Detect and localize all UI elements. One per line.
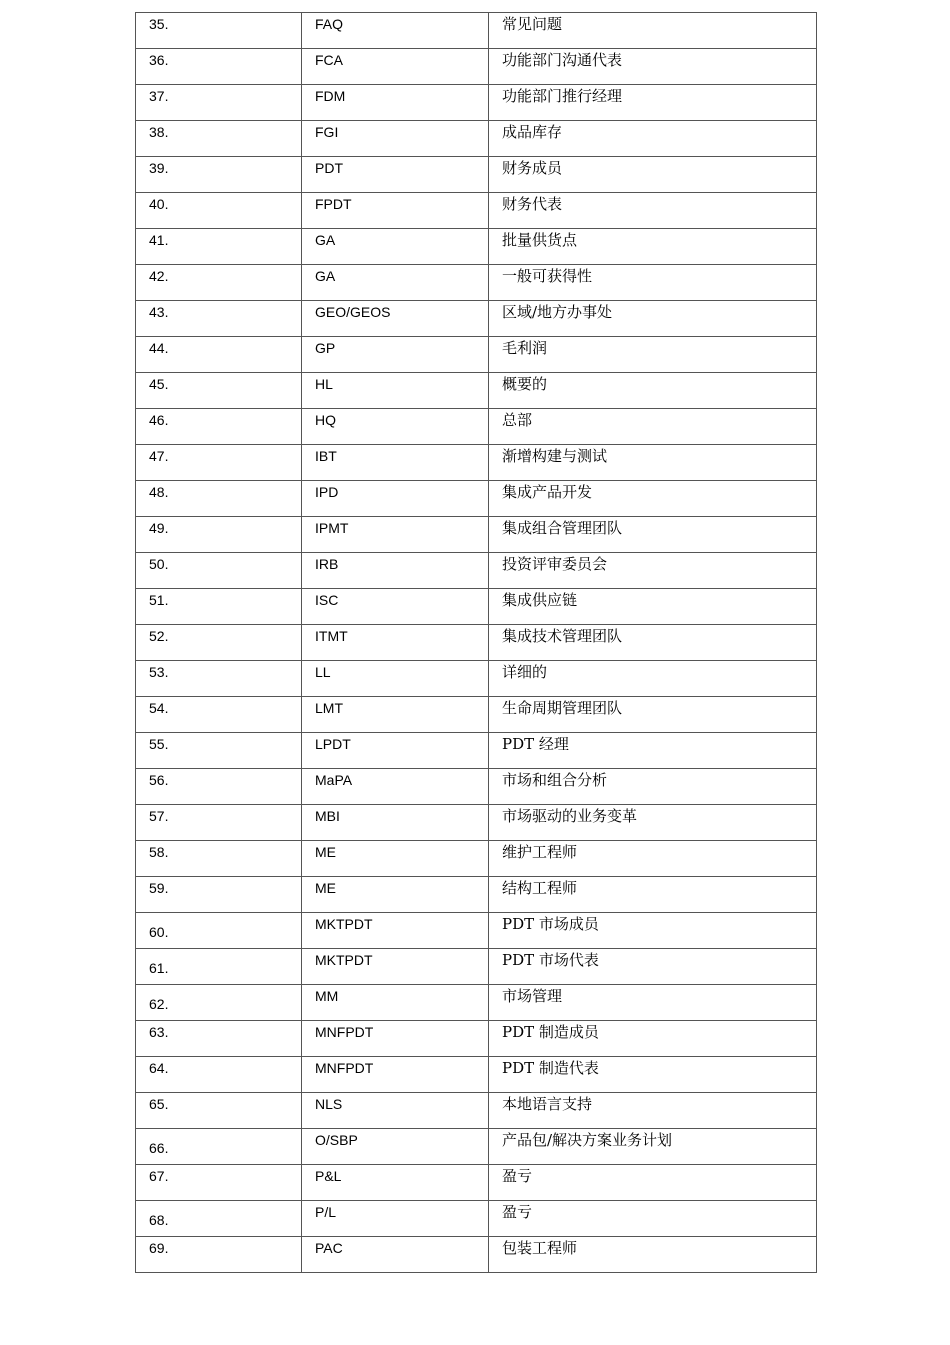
- row-number-cell: 52.: [136, 625, 302, 661]
- definition-cell: 常见问题: [489, 13, 817, 49]
- table-row: [136, 301, 817, 337]
- row-number-cell: 43.: [136, 301, 302, 337]
- row-number-cell: 42.: [136, 265, 302, 301]
- definition-cell: 详细的: [489, 661, 817, 697]
- definition-cell: 批量供货点: [489, 229, 817, 265]
- table-row: [136, 625, 817, 661]
- definition-cell: PDT 制造成员: [489, 1021, 817, 1057]
- abbreviation-cell: LPDT: [302, 733, 489, 769]
- abbreviation-cell: PDT: [302, 157, 489, 193]
- definition-cell: 盈亏: [489, 1165, 817, 1201]
- abbreviation-cell: IPD: [302, 481, 489, 517]
- table-row: [136, 193, 817, 229]
- definition-cell: 渐增构建与测试: [489, 445, 817, 481]
- row-number-cell: 66.: [136, 1129, 302, 1165]
- table-row: [136, 805, 817, 841]
- row-number-cell: 59.: [136, 877, 302, 913]
- abbreviation-cell: ME: [302, 877, 489, 913]
- abbreviation-cell: MKTPDT: [302, 949, 489, 985]
- row-number-cell: 49.: [136, 517, 302, 553]
- table-row: [136, 265, 817, 301]
- row-number-cell: 63.: [136, 1021, 302, 1057]
- definition-cell: 维护工程师: [489, 841, 817, 877]
- row-number-cell: 44.: [136, 337, 302, 373]
- abbreviation-cell: O/SBP: [302, 1129, 489, 1165]
- table-row: [136, 589, 817, 625]
- definition-cell: PDT 制造代表: [489, 1057, 817, 1093]
- definition-cell: 成品库存: [489, 121, 817, 157]
- abbreviation-cell: FAQ: [302, 13, 489, 49]
- definition-cell: 生命周期管理团队: [489, 697, 817, 733]
- abbreviation-cell: GA: [302, 229, 489, 265]
- row-number-cell: 67.: [136, 1165, 302, 1201]
- row-number-cell: 60.: [136, 913, 302, 949]
- abbreviation-cell: IBT: [302, 445, 489, 481]
- definition-cell: 包装工程师: [489, 1237, 817, 1273]
- abbreviation-cell: LL: [302, 661, 489, 697]
- table-row: [136, 1201, 817, 1237]
- definition-cell: 财务成员: [489, 157, 817, 193]
- table-row: [136, 481, 817, 517]
- definition-cell: 市场管理: [489, 985, 817, 1021]
- row-number-cell: 38.: [136, 121, 302, 157]
- abbreviation-cell: IRB: [302, 553, 489, 589]
- abbreviation-cell: PAC: [302, 1237, 489, 1273]
- abbreviation-cell: MM: [302, 985, 489, 1021]
- definition-cell: 财务代表: [489, 193, 817, 229]
- abbreviation-cell: GEO/GEOS: [302, 301, 489, 337]
- row-number-cell: 53.: [136, 661, 302, 697]
- definition-cell: 市场驱动的业务变革: [489, 805, 817, 841]
- row-number-cell: 46.: [136, 409, 302, 445]
- abbreviation-cell: P/L: [302, 1201, 489, 1237]
- row-number-cell: 47.: [136, 445, 302, 481]
- table-row: [136, 841, 817, 877]
- definition-cell: PDT 经理: [489, 733, 817, 769]
- definition-cell: 毛利润: [489, 337, 817, 373]
- table-row: [136, 1057, 817, 1093]
- abbreviation-cell: ME: [302, 841, 489, 877]
- table-row: [136, 337, 817, 373]
- definition-cell: 市场和组合分析: [489, 769, 817, 805]
- table-row: [136, 733, 817, 769]
- abbreviation-cell: ISC: [302, 589, 489, 625]
- table-row: [136, 661, 817, 697]
- row-number-cell: 68.: [136, 1201, 302, 1237]
- table-row: [136, 409, 817, 445]
- table-row: [136, 445, 817, 481]
- table-row: [136, 985, 817, 1021]
- abbreviation-cell: NLS: [302, 1093, 489, 1129]
- definition-cell: 概要的: [489, 373, 817, 409]
- row-number-cell: 41.: [136, 229, 302, 265]
- row-number-cell: 54.: [136, 697, 302, 733]
- row-number-cell: 61.: [136, 949, 302, 985]
- definition-cell: 投资评审委员会: [489, 553, 817, 589]
- definition-cell: 一般可获得性: [489, 265, 817, 301]
- abbreviation-cell: IPMT: [302, 517, 489, 553]
- row-number-cell: 55.: [136, 733, 302, 769]
- table-row: [136, 697, 817, 733]
- table-row: [136, 13, 817, 49]
- row-number-cell: 69.: [136, 1237, 302, 1273]
- glossary-table: [135, 12, 817, 1273]
- abbreviation-cell: P&L: [302, 1165, 489, 1201]
- row-number-cell: 45.: [136, 373, 302, 409]
- definition-cell: 本地语言支持: [489, 1093, 817, 1129]
- abbreviation-cell: LMT: [302, 697, 489, 733]
- abbreviation-cell: HQ: [302, 409, 489, 445]
- table-row: [136, 1165, 817, 1201]
- row-number-cell: 64.: [136, 1057, 302, 1093]
- abbreviation-cell: MNFPDT: [302, 1057, 489, 1093]
- row-number-cell: 62.: [136, 985, 302, 1021]
- table-row: [136, 229, 817, 265]
- row-number-cell: 37.: [136, 85, 302, 121]
- table-row: [136, 517, 817, 553]
- row-number-cell: 56.: [136, 769, 302, 805]
- table-row: [136, 949, 817, 985]
- row-number-cell: 58.: [136, 841, 302, 877]
- table-row: [136, 373, 817, 409]
- definition-cell: 集成供应链: [489, 589, 817, 625]
- definition-cell: 功能部门沟通代表: [489, 49, 817, 85]
- glossary-body: [136, 13, 817, 1273]
- abbreviation-cell: GA: [302, 265, 489, 301]
- definition-cell: 产品包/解决方案业务计划: [489, 1129, 817, 1165]
- row-number-cell: 39.: [136, 157, 302, 193]
- table-row: [136, 553, 817, 589]
- abbreviation-cell: MNFPDT: [302, 1021, 489, 1057]
- definition-cell: 集成组合管理团队: [489, 517, 817, 553]
- abbreviation-cell: ITMT: [302, 625, 489, 661]
- abbreviation-cell: HL: [302, 373, 489, 409]
- table-row: [136, 1021, 817, 1057]
- row-number-cell: 57.: [136, 805, 302, 841]
- row-number-cell: 48.: [136, 481, 302, 517]
- abbreviation-cell: FGI: [302, 121, 489, 157]
- row-number-cell: 51.: [136, 589, 302, 625]
- definition-cell: 总部: [489, 409, 817, 445]
- table-row: [136, 49, 817, 85]
- definition-cell: 集成产品开发: [489, 481, 817, 517]
- abbreviation-cell: FCA: [302, 49, 489, 85]
- abbreviation-cell: FDM: [302, 85, 489, 121]
- table-row: [136, 1129, 817, 1165]
- row-number-cell: 40.: [136, 193, 302, 229]
- abbreviation-cell: GP: [302, 337, 489, 373]
- table-row: [136, 877, 817, 913]
- abbreviation-cell: MKTPDT: [302, 913, 489, 949]
- definition-cell: 区域/地方办事处: [489, 301, 817, 337]
- definition-cell: 集成技术管理团队: [489, 625, 817, 661]
- definition-cell: 结构工程师: [489, 877, 817, 913]
- table-row: [136, 121, 817, 157]
- row-number-cell: 65.: [136, 1093, 302, 1129]
- table-row: [136, 85, 817, 121]
- table-row: [136, 1093, 817, 1129]
- row-number-cell: 35.: [136, 13, 302, 49]
- row-number-cell: 50.: [136, 553, 302, 589]
- definition-cell: PDT 市场代表: [489, 949, 817, 985]
- table-row: [136, 769, 817, 805]
- row-number-cell: 36.: [136, 49, 302, 85]
- definition-cell: PDT 市场成员: [489, 913, 817, 949]
- abbreviation-cell: MaPA: [302, 769, 489, 805]
- table-row: [136, 1237, 817, 1273]
- definition-cell: 盈亏: [489, 1201, 817, 1237]
- table-row: [136, 157, 817, 193]
- abbreviation-cell: MBI: [302, 805, 489, 841]
- definition-cell: 功能部门推行经理: [489, 85, 817, 121]
- table-row: [136, 913, 817, 949]
- abbreviation-cell: FPDT: [302, 193, 489, 229]
